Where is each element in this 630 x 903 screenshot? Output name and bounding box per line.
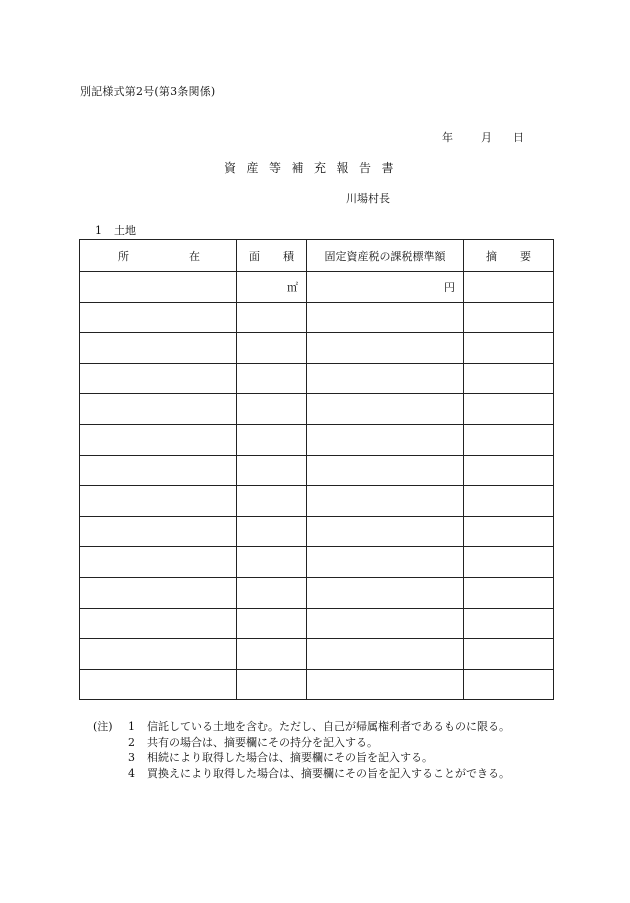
document-title: 資産等補充報告書 — [224, 161, 405, 175]
cell-area[interactable] — [237, 424, 307, 455]
date-day-label: 日 — [513, 131, 524, 144]
cell-location[interactable] — [80, 639, 237, 670]
header-area — [237, 240, 307, 272]
header-area-char-1: 面 — [249, 249, 260, 263]
note-number: 4 — [128, 766, 135, 780]
note-text: 信託している土地を含む。ただし、自己が帰属権利者であるものに限る。 — [147, 720, 510, 733]
header-remarks — [464, 240, 554, 272]
note-number: 2 — [128, 735, 135, 749]
table-row — [80, 302, 554, 333]
cell-area[interactable] — [237, 577, 307, 608]
header-remarks-char-2: 要 — [520, 249, 531, 263]
date-month-label: 月 — [481, 131, 492, 144]
header-location-char-1: 所 — [118, 249, 129, 263]
cell-tax-value[interactable] — [307, 272, 464, 303]
cell-area[interactable] — [237, 608, 307, 639]
cell-location[interactable] — [80, 669, 237, 700]
note-item — [93, 750, 510, 766]
cell-area[interactable] — [237, 669, 307, 700]
cell-location[interactable] — [80, 302, 237, 333]
cell-tax-value[interactable] — [307, 394, 464, 425]
note-number: 3 — [128, 751, 135, 764]
cell-remarks[interactable] — [464, 669, 554, 700]
cell-area[interactable] — [237, 333, 307, 364]
cell-remarks[interactable] — [464, 547, 554, 578]
cell-tax-value[interactable] — [307, 516, 464, 547]
section-number: 1 — [95, 224, 102, 237]
cell-remarks[interactable] — [464, 333, 554, 364]
cell-area[interactable] — [237, 639, 307, 670]
cell-remarks[interactable] — [464, 424, 554, 455]
table-row — [80, 639, 554, 670]
cell-area[interactable] — [237, 486, 307, 517]
cell-area[interactable] — [237, 516, 307, 547]
cell-tax-value[interactable] — [307, 424, 464, 455]
cell-area[interactable] — [237, 394, 307, 425]
cell-remarks[interactable] — [464, 608, 554, 639]
note-item — [93, 719, 510, 735]
cell-remarks[interactable] — [464, 272, 554, 303]
table-row — [80, 333, 554, 364]
form-number: 別記様式第2号(第3条関係) — [80, 85, 216, 98]
cell-location[interactable] — [80, 394, 237, 425]
cell-location[interactable] — [80, 547, 237, 578]
note-item — [93, 766, 510, 782]
cell-tax-value[interactable] — [307, 639, 464, 670]
table-row — [80, 272, 554, 303]
cell-remarks[interactable] — [464, 639, 554, 670]
table-row — [80, 669, 554, 700]
note-text: 共有の場合は、摘要欄にその持分を記入する。 — [147, 735, 378, 749]
cell-area[interactable] — [237, 363, 307, 394]
cell-tax-value[interactable] — [307, 608, 464, 639]
table-row — [80, 363, 554, 394]
table-row — [80, 394, 554, 425]
cell-tax-value[interactable] — [307, 669, 464, 700]
header-area-char-2: 積 — [283, 249, 294, 263]
cell-remarks[interactable] — [464, 455, 554, 486]
table-row — [80, 547, 554, 578]
cell-location[interactable] — [80, 363, 237, 394]
tax-unit: 円 — [444, 280, 455, 294]
date-year-label: 年 — [442, 131, 453, 144]
cell-tax-value[interactable] — [307, 302, 464, 333]
cell-tax-value[interactable] — [307, 486, 464, 517]
notes-prefix: (注) — [93, 720, 113, 733]
cell-area[interactable] — [237, 547, 307, 578]
area-unit: ㎡ — [287, 280, 298, 294]
cell-location[interactable] — [80, 486, 237, 517]
note-text: 買換えにより取得した場合は、摘要欄にその旨を記入することができる。 — [147, 766, 510, 780]
notes — [93, 719, 510, 781]
header-remarks-char-1: 摘 — [486, 249, 497, 263]
cell-location[interactable] — [80, 333, 237, 364]
note-item — [93, 735, 510, 751]
cell-tax-value[interactable] — [307, 363, 464, 394]
cell-remarks[interactable] — [464, 394, 554, 425]
note-text: 相続により取得した場合は、摘要欄にその旨を記入する。 — [147, 751, 433, 764]
cell-area[interactable] — [237, 272, 307, 303]
cell-remarks[interactable] — [464, 302, 554, 333]
cell-tax-value[interactable] — [307, 577, 464, 608]
cell-tax-value[interactable] — [307, 455, 464, 486]
cell-location[interactable] — [80, 516, 237, 547]
header-location-char-2: 在 — [189, 249, 200, 263]
table-row — [80, 516, 554, 547]
cell-location[interactable] — [80, 608, 237, 639]
table-row — [80, 577, 554, 608]
header-location — [80, 240, 237, 272]
cell-remarks[interactable] — [464, 577, 554, 608]
table-row — [80, 455, 554, 486]
cell-area[interactable] — [237, 302, 307, 333]
header-tax-value: 固定資産税の課税標準額 — [307, 240, 464, 272]
table-row — [80, 486, 554, 517]
note-number: 1 — [128, 720, 135, 733]
cell-tax-value[interactable] — [307, 547, 464, 578]
cell-area[interactable] — [237, 455, 307, 486]
table-row — [80, 424, 554, 455]
addressee: 川場村長 — [346, 192, 390, 205]
cell-tax-value[interactable] — [307, 333, 464, 364]
cell-location[interactable] — [80, 272, 237, 303]
table-row — [80, 608, 554, 639]
table-header-row — [80, 240, 554, 272]
cell-location[interactable] — [80, 424, 237, 455]
cell-remarks[interactable] — [464, 516, 554, 547]
land-table — [79, 239, 554, 700]
cell-remarks[interactable] — [464, 486, 554, 517]
section-label: 土地 — [114, 224, 136, 237]
cell-location[interactable] — [80, 455, 237, 486]
section-heading — [95, 222, 136, 238]
cell-remarks[interactable] — [464, 363, 554, 394]
cell-location[interactable] — [80, 577, 237, 608]
